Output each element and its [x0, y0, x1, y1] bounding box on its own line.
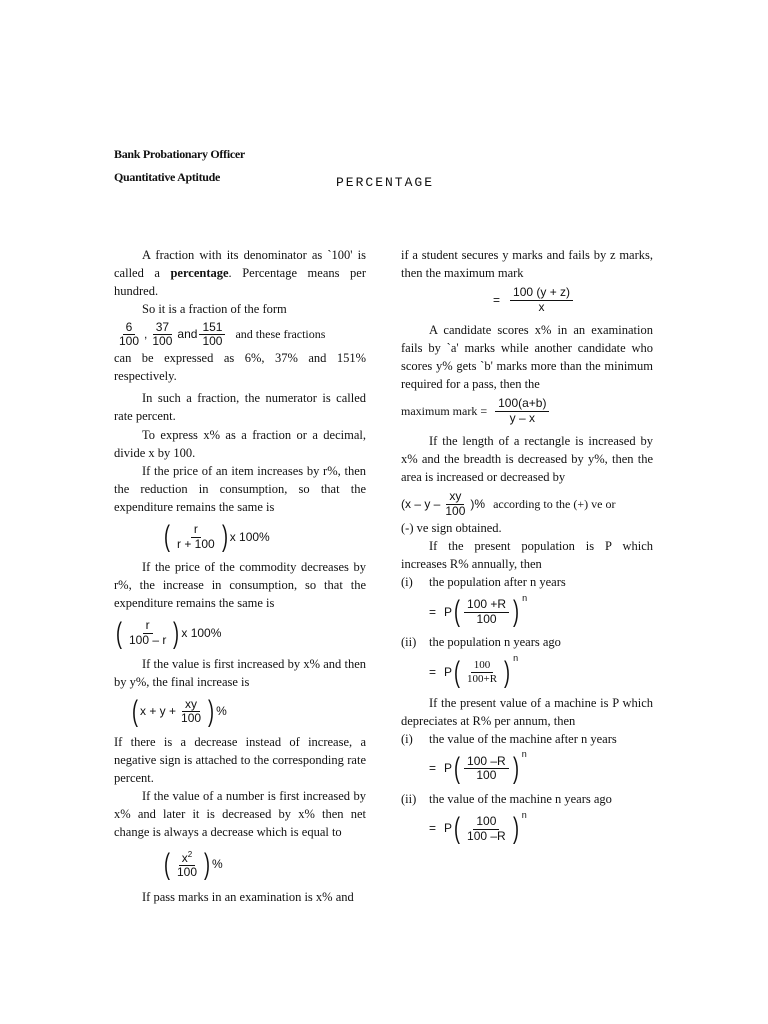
list-item-population-after: (i) the population after n years [401, 575, 566, 590]
fraction-151-100: $\frac{151}{100}$ [199, 321, 225, 350]
paragraph-definition: A fraction with its denominator as `100' is called a percentage. Percentage means per hundred. [114, 248, 366, 299]
formula-max-mark-1: = $\frac{100 (y + z)}{x}$ [493, 286, 653, 315]
list-item-machine-ago: (ii) the value of the machine n years ago [401, 791, 612, 806]
formula-final-increase: ( x + y + $\frac{xy}{100}$ ) % [132, 694, 227, 728]
left-column [114, 246, 366, 906]
paragraph-price-increase: If the price of an item increases by r%, then the reduction in consumption, so that the expenditure remains the same is [114, 463, 366, 515]
paragraph-pass-marks: If pass marks in an examination is x% and [142, 890, 354, 905]
paragraph-sign: (-) ve sign obtained. [401, 520, 502, 535]
paragraph-form: So it is a fraction of the form [142, 302, 287, 317]
formula-population-ago: = P ( $\frac{100}{100+R}$ ) n [429, 653, 519, 689]
page-title: PERCENTAGE [336, 175, 435, 190]
right-column [401, 246, 653, 850]
formula-reduction: ( $\frac{r}{r + 100}$ ) x 100% [164, 520, 270, 554]
paragraph-rectangle: If the length of a rectangle is increased by x% and the breadth is decreased by y%, then the area is increased or decreased by [401, 433, 653, 485]
formula-increase-consumption: ( $\frac{r}{100 - r}$ ) x 100% [116, 616, 222, 650]
paragraph-express-decimal: To express x% as a fraction or a decimal, divide x by 100. [114, 427, 366, 460]
paragraph-decrease-instead: If there is a decrease instead of increase, a negative sign is attached to the corresponding rate percent. [114, 734, 366, 786]
fraction-37-100: $\frac{37}{100}$ [152, 319, 173, 349]
paragraph-candidate: A candidate scores x% in an examination fails by `a' marks while another candidate who scores y% gets `b' marks more than the minimum required for a pass, then the [401, 322, 653, 392]
header-line-1: Bank Probationary Officer [114, 147, 245, 161]
formula-max-mark-2: maximum mark = $\frac{100(a+b)}{y - x}$ [401, 397, 653, 426]
paragraph-successive-increase: If the value is first increased by x% and then by y%, the final increase is [114, 656, 366, 689]
example-fractions: $\frac{6}{100}$ , $\frac{37}{100}$ and $\frac{151}{100}$ and these fractions [114, 321, 366, 350]
paragraph-rate-percent: In such a fraction, the numerator is called rate percent. [114, 391, 366, 424]
paragraph-max-mark-intro: if a student secures y marks and fails by z marks, then the maximum mark [401, 248, 653, 281]
formula-population-after: = P ( $\frac{100 +R}{100}$ ) n [429, 592, 528, 629]
paragraph-net-change: If the value of a number is first increased by x% and later it is decreased by x% then net change is always a decrease which is equal to [114, 789, 366, 840]
formula-area-change: (x – y – $\frac{xy}{100}$ )% according to the (+) ve or [401, 489, 616, 519]
paragraph-expressed: can be expressed as 6%, 37% and 151% respectively. [114, 351, 366, 384]
paragraph-population: If the present population is P which increases R% annually, then [401, 539, 653, 572]
header-line-2: Quantitative Aptitude [114, 170, 221, 184]
paragraph-price-decrease: If the price of the commodity decreases by r%, the increase in consumption, so that the expenditure remains the same is [114, 560, 366, 611]
formula-net-decrease: ( $\frac{x^2}{100}$ ) % [164, 847, 223, 881]
term-percentage: percentage [170, 266, 229, 281]
list-item-machine-after: (i) the value of the machine after n years [401, 731, 617, 746]
list-item-population-ago: (ii) the population n years ago [401, 635, 561, 650]
formula-machine-ago: = P ( $\frac{100}{100 -R}$ ) n [429, 809, 527, 846]
paragraph-machine: If the present value of a machine is P which depreciates at R% per annum, then [401, 695, 653, 728]
formula-machine-after: = P ( $\frac{100 -R}{100}$ ) n [429, 749, 527, 785]
fraction-6-100: $\frac{6}{100}$ [119, 319, 140, 349]
